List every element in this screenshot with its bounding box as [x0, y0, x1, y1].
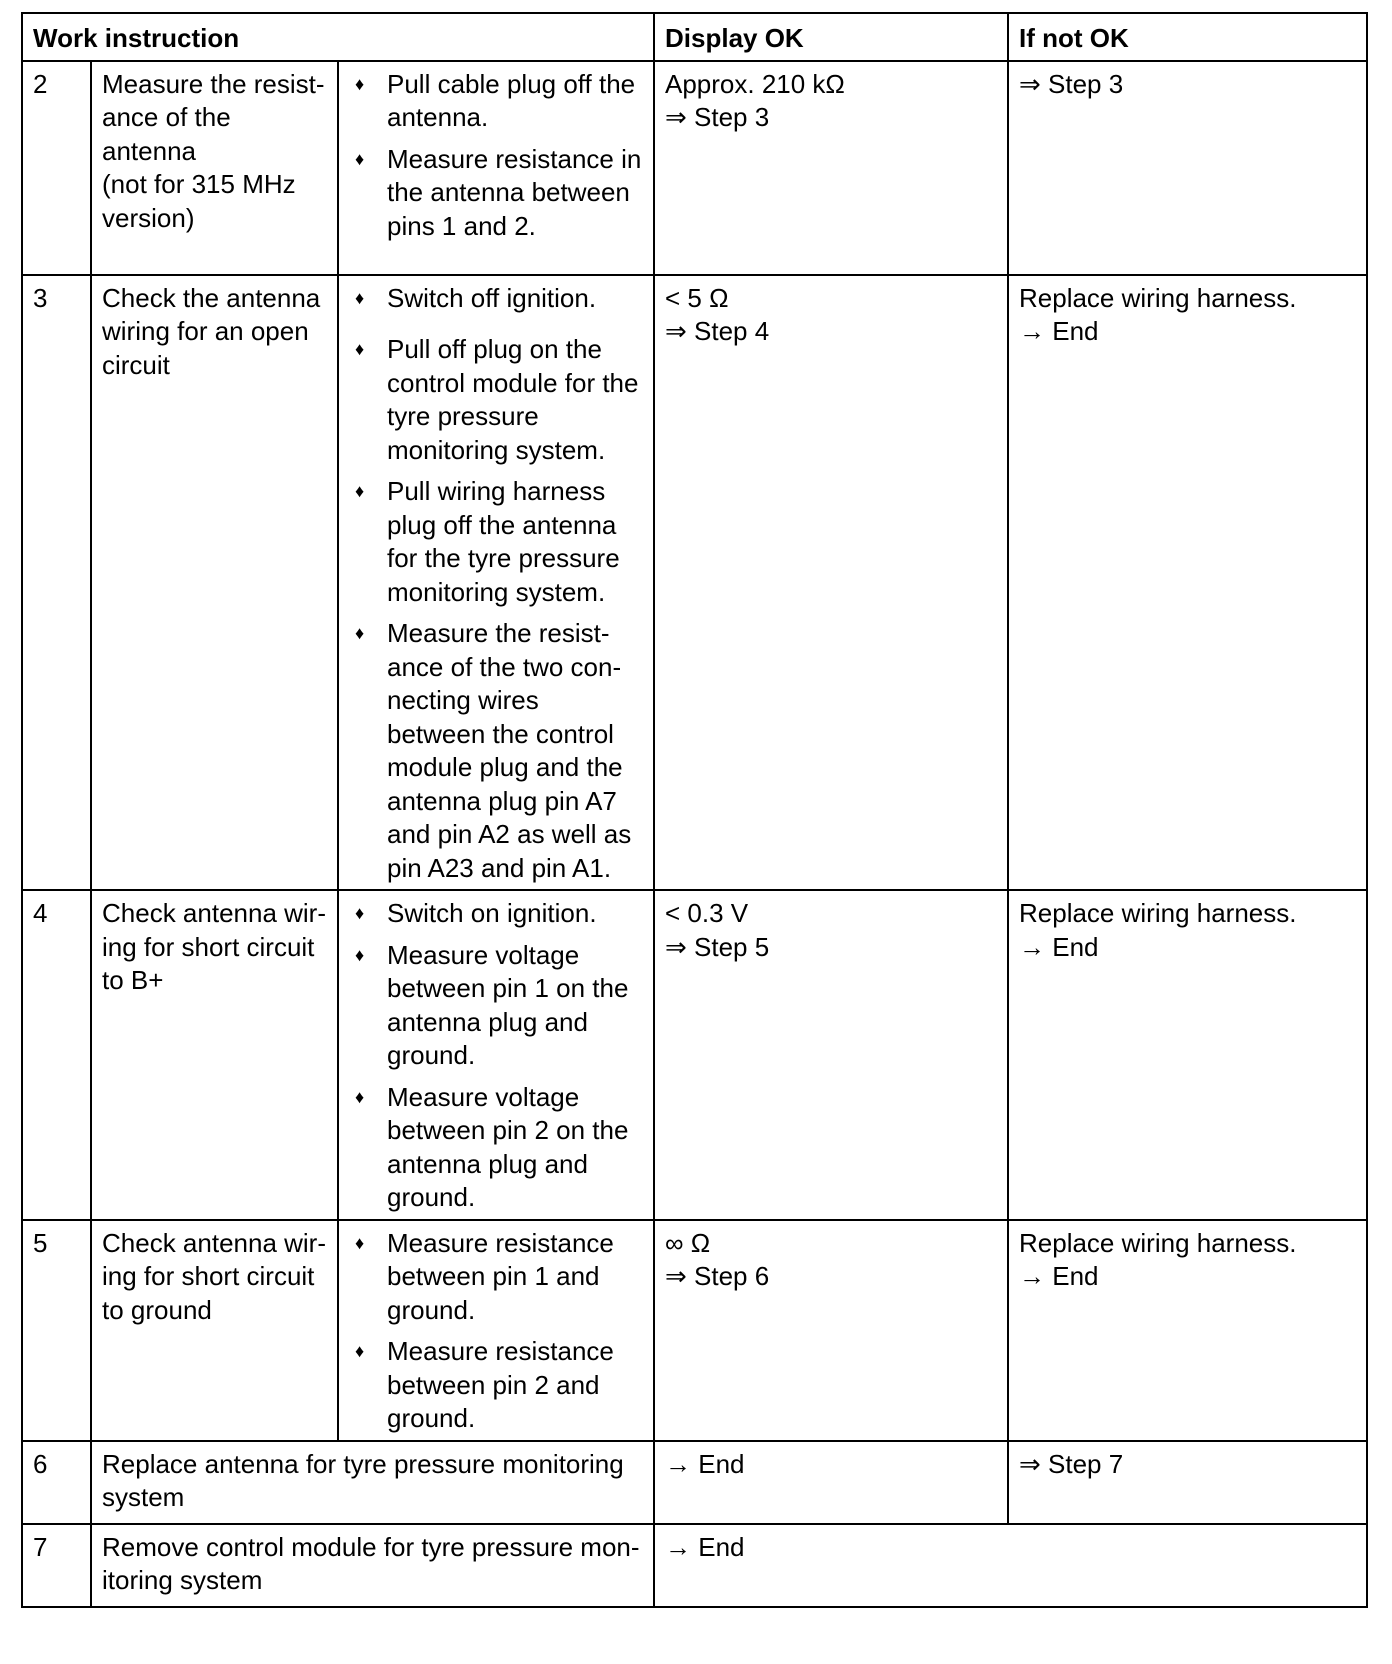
check-line: Check antenna wir-: [102, 898, 326, 928]
check-description: [91, 890, 338, 1220]
procedure-table-wrapper: [21, 12, 1368, 1608]
action-list-cell: [338, 275, 654, 891]
step-number: 3: [22, 275, 91, 891]
if-not-ok-cell: [1008, 275, 1367, 891]
check-line: ing for short circuit: [102, 1261, 315, 1291]
display-ok-cell: [654, 1220, 1008, 1441]
diamond-bullet-icon: ♦: [355, 944, 365, 965]
action-text: Pull wiring harness plug off the antenna for the tyre pressure monitoring system.: [387, 476, 620, 607]
step-number: 4: [22, 890, 91, 1220]
display-ok-cell: → End: [654, 1524, 1367, 1607]
instruction-text: Remove control module for tyre pressure mon-itoring system: [91, 1524, 654, 1607]
action-text: Pull off plug on the control module for the tyre pressure monitoring system.: [387, 334, 639, 465]
table-body: [22, 61, 1367, 1607]
action-text: Measure the resist-ance of the two con-necting wires between the control module plug and the antenna plug pin A7 and pin A2 as well as pin A23 and pin A1.: [387, 618, 632, 883]
check-line: version): [102, 202, 195, 233]
check-line: antenna: [102, 135, 196, 166]
if-not-ok-next-step: → End: [1019, 931, 1099, 962]
display-ok-next-step: ⇒ Step 4: [665, 316, 770, 346]
display-ok-next-step: ⇒ Step 3: [665, 102, 770, 132]
action-item: [349, 1081, 643, 1215]
action-item: [349, 939, 643, 1073]
step-number: 2: [22, 61, 91, 275]
check-line: ing for short circuit: [102, 931, 315, 962]
check-description: [91, 275, 338, 891]
check-line: to ground: [102, 1294, 212, 1325]
display-ok-cell: [654, 61, 1008, 275]
display-ok-value: < 5 Ω: [665, 282, 729, 313]
header-work-instruction: Work instruction: [22, 13, 654, 61]
check-line: Measure the resist-: [102, 68, 325, 99]
diamond-bullet-icon: ♦: [355, 339, 365, 359]
display-ok-value: Approx. 210 kΩ: [665, 68, 845, 99]
action-item: [349, 617, 643, 885]
if-not-ok-cell: ⇒ Step 7: [1008, 1441, 1367, 1524]
table-row: [22, 890, 1367, 1220]
action-item: [349, 475, 643, 609]
action-text: Pull cable plug off the antenna.: [387, 68, 636, 132]
diamond-bullet-icon: ♦: [355, 903, 365, 923]
check-line: Check the antenna: [102, 282, 321, 313]
action-item: [349, 143, 643, 244]
instruction-text: Replace antenna for tyre pressure monitoring system: [91, 1441, 654, 1524]
action-text: Measure resistance between pin 2 and ground.: [387, 1336, 614, 1433]
display-ok-next-step: ⇒ Step 6: [665, 1261, 770, 1291]
header-display-ok: Display OK: [654, 13, 1008, 61]
header-if-not-ok: If not OK: [1008, 13, 1367, 61]
action-text: Measure voltage between pin 2 on the antenna plug and ground.: [387, 1081, 629, 1212]
action-list: [349, 282, 643, 886]
action-text: Measure voltage between pin 1 on the antenna plug and ground.: [387, 939, 629, 1070]
display-ok-value: ∞ Ω: [665, 1227, 711, 1258]
check-line: Check antenna wir-: [102, 1227, 326, 1258]
diamond-bullet-icon: ♦: [355, 623, 365, 643]
action-item: [349, 897, 643, 931]
diamond-bullet-icon: ♦: [355, 481, 365, 501]
check-description: [91, 61, 338, 275]
table-row: [22, 1220, 1367, 1441]
diamond-bullet-icon: ♦: [355, 1086, 365, 1107]
diamond-bullet-icon: ♦: [355, 1341, 365, 1361]
diamond-bullet-icon: ♦: [355, 1232, 365, 1253]
step-number: 7: [22, 1524, 91, 1607]
action-item: [349, 1227, 643, 1328]
diamond-bullet-icon: ♦: [355, 73, 365, 94]
action-list-cell: [338, 1220, 654, 1441]
work-instruction-table: [21, 12, 1368, 1608]
action-item: [349, 333, 643, 467]
action-item: [349, 68, 643, 135]
check-line: (not for 315 MHz: [102, 169, 296, 199]
action-text: Measure resistance between pin 1 and ground.: [387, 1227, 614, 1325]
action-list: [349, 1227, 643, 1436]
check-description: [91, 1220, 338, 1441]
action-list: [349, 68, 643, 244]
table-row: [22, 1524, 1367, 1607]
action-text: Switch on ignition.: [387, 898, 597, 928]
display-ok-cell: [654, 275, 1008, 891]
check-line: to B+: [102, 965, 164, 995]
if-not-ok-cell: [1008, 61, 1367, 275]
if-not-ok-action: Replace wiring harness.: [1019, 898, 1297, 928]
step-number: 6: [22, 1441, 91, 1524]
step-number: 5: [22, 1220, 91, 1441]
action-list-cell: [338, 61, 654, 275]
check-line: wiring for an open: [102, 316, 309, 346]
action-text: Switch off ignition.: [387, 282, 597, 313]
if-not-ok-next-step: ⇒ Step 3: [1019, 68, 1124, 99]
action-item: [349, 282, 643, 316]
display-ok-next-step: ⇒ Step 5: [665, 931, 770, 962]
table-row: [22, 275, 1367, 891]
diamond-bullet-icon: ♦: [355, 287, 365, 308]
header-row: [22, 13, 1367, 61]
check-line: ance of the: [102, 102, 231, 132]
table-row: [22, 61, 1367, 275]
if-not-ok-next-step: → End: [1019, 316, 1099, 346]
action-text: Measure resistance in the antenna between pins 1 and 2.: [387, 143, 642, 241]
if-not-ok-cell: [1008, 1220, 1367, 1441]
if-not-ok-next-step: → End: [1019, 1261, 1099, 1291]
action-item: [349, 1335, 643, 1436]
table-row: [22, 1441, 1367, 1524]
if-not-ok-action: Replace wiring harness.: [1019, 1227, 1297, 1258]
check-line: circuit: [102, 349, 170, 380]
diamond-bullet-icon: ♦: [355, 148, 365, 169]
if-not-ok-cell: [1008, 890, 1367, 1220]
if-not-ok-action: Replace wiring harness.: [1019, 282, 1297, 313]
display-ok-cell: → End: [654, 1441, 1008, 1524]
action-list: [349, 897, 643, 1215]
display-ok-cell: [654, 890, 1008, 1220]
action-list-cell: [338, 890, 654, 1220]
display-ok-value: < 0.3 V: [665, 898, 749, 928]
